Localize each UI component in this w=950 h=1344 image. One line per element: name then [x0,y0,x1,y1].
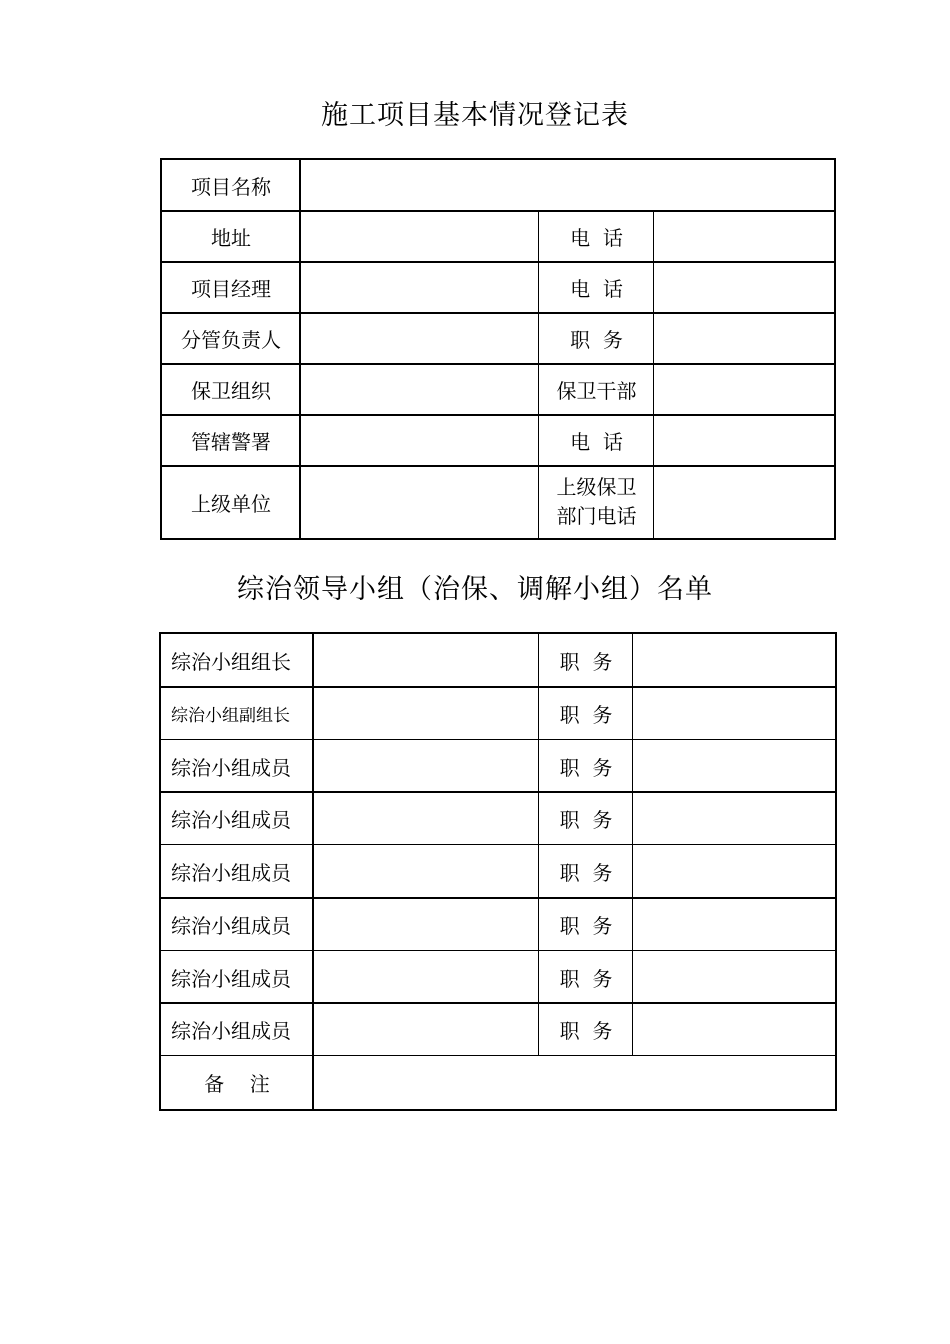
value-field[interactable] [300,364,539,415]
role-label: 综治小组成员 [171,914,291,938]
duty-label: 职 务 [559,967,613,991]
duty-field[interactable] [633,792,835,845]
field-label-two-line [539,466,654,538]
member-name-field[interactable] [313,634,539,687]
registration-title: 施工项目基本情况登记表 [321,100,629,131]
duty-label: 职 务 [559,861,613,885]
field-label: 职 务 [570,328,623,352]
role-label: 综治小组成员 [171,967,291,991]
role-label: 综治小组副组长 [171,706,290,726]
role-label: 综治小组成员 [171,756,291,780]
value-field[interactable] [654,415,834,466]
remarks-row [161,1056,835,1109]
label-line: 上级保卫 [556,475,637,499]
member-row [161,634,835,687]
value-field[interactable] [654,211,834,262]
member-name-field[interactable] [313,898,539,951]
value-field[interactable] [300,313,539,364]
member-name-field[interactable] [313,792,539,845]
remarks-label: 备 注 [204,1072,270,1096]
member-name-field[interactable] [313,687,539,740]
value-field[interactable] [654,364,834,415]
field-label: 电 话 [570,226,623,250]
member-row [161,1003,835,1056]
member-name-field[interactable] [313,845,539,898]
member-name-field[interactable] [313,740,539,793]
duty-label: 职 务 [559,808,613,832]
role-label: 综治小组成员 [171,808,291,832]
member-name-field[interactable] [313,1003,539,1056]
project-name-field[interactable] [300,160,834,211]
field-label: 保卫干部 [556,379,637,403]
value-field[interactable] [300,262,539,313]
duty-label: 职 务 [559,1019,613,1043]
duty-field[interactable] [633,1003,835,1056]
duty-field[interactable] [633,951,835,1004]
remarks-field[interactable] [313,1056,835,1109]
member-row [161,898,835,951]
field-label: 地址 [211,226,251,250]
field-label: 上级单位 [191,491,271,516]
registration-row [162,415,834,466]
value-field[interactable] [654,466,834,538]
value-field[interactable] [654,262,834,313]
registration-row [162,313,834,364]
role-label: 综治小组成员 [171,1019,291,1043]
field-label: 电 话 [570,277,623,301]
field-label: 项目经理 [191,277,271,301]
value-field[interactable] [300,211,539,262]
registration-row [162,466,834,538]
duty-field[interactable] [633,634,835,687]
field-label: 保卫组织 [191,379,271,403]
member-name-field[interactable] [313,951,539,1004]
member-row [161,687,835,740]
registration-table [160,158,836,540]
duty-label: 职 务 [559,650,613,674]
duty-label: 职 务 [559,703,613,727]
member-row [161,740,835,793]
member-row [161,951,835,1004]
registration-row [162,364,834,415]
value-field[interactable] [654,313,834,364]
field-label: 项目名称 [191,175,271,199]
value-field[interactable] [300,466,539,538]
duty-field[interactable] [633,687,835,740]
registration-row [162,211,834,262]
field-label: 电 话 [570,430,623,454]
label-line: 部门电话 [556,504,637,528]
registration-row [162,160,834,211]
field-label: 管辖警署 [191,430,271,454]
duty-label: 职 务 [559,914,613,938]
member-row [161,792,835,845]
duty-label: 职 务 [559,756,613,780]
group-roster-table [159,632,837,1111]
registration-row [162,262,834,313]
field-label: 分管负责人 [181,328,281,352]
duty-field[interactable] [633,898,835,951]
group-title: 综治领导小组（治保、调解小组）名单 [237,574,713,605]
role-label: 综治小组成员 [171,861,291,885]
role-label: 综治小组组长 [171,650,291,674]
duty-field[interactable] [633,845,835,898]
member-row [161,845,835,898]
duty-field[interactable] [633,740,835,793]
value-field[interactable] [300,415,539,466]
